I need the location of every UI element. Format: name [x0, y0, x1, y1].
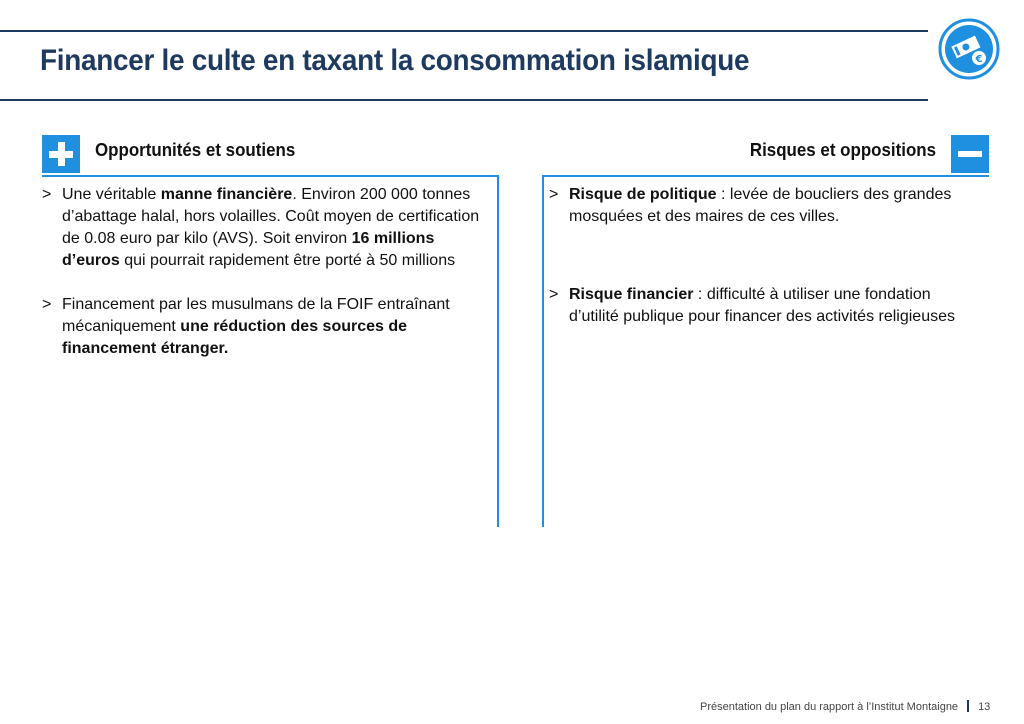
svg-text:€: € — [975, 54, 983, 65]
bullet-bold-text: 16 millions d’euros — [62, 230, 435, 269]
bullet-text: : difficulté à utiliser une fondation d’utilité publique pour financer des activités religieuses — [569, 286, 955, 325]
plus-icon — [42, 135, 80, 173]
right-column-top-border — [542, 175, 989, 177]
left-column-top-border — [42, 175, 499, 177]
list-item — [549, 184, 974, 228]
risks-header: Risques et oppositions — [749, 140, 936, 160]
minus-icon — [951, 135, 989, 173]
bullet-text: qui pourrait rapidement être porté à 50 millions — [119, 252, 456, 269]
right-column-left-border — [542, 175, 544, 527]
bullet-bold-text: Risque de politique — [569, 186, 717, 203]
list-item — [42, 294, 492, 360]
bullet-text: Une véritable — [62, 186, 161, 203]
title-bottom-rule — [0, 99, 928, 101]
bullet-bold-text: une réduction des sources de financement étranger. — [62, 318, 408, 357]
bullet-bold-text: manne financière — [160, 186, 293, 203]
footer — [700, 700, 990, 713]
footer-text: Présentation du plan du rapport à l’Institut Montaigne — [700, 701, 959, 713]
list-item — [42, 184, 492, 272]
money-euro-icon — [938, 18, 1000, 80]
footer-separator — [967, 700, 969, 712]
bullet-text: Financement par les musulmans de la FOIF entraînant mécaniquement — [62, 296, 450, 335]
list-item — [549, 284, 974, 328]
risks-list — [549, 184, 974, 328]
slide-title: Financer le culte en taxant la consommation islamique — [40, 44, 750, 77]
page-number: 13 — [978, 701, 991, 713]
opportunities-list — [42, 184, 492, 360]
bullet-text: . Environ 200 000 tonnes d’abattage halal, hors volailles. Coût moyen de certification de 0.08 euro par kilo (AVS). Soit environ — [62, 186, 480, 247]
left-column-right-border — [497, 175, 499, 527]
opportunities-header: Opportunités et soutiens — [95, 140, 296, 160]
title-top-rule — [0, 30, 928, 32]
bullet-text: : levée de boucliers des grandes mosquées et des maires de ces villes. — [569, 186, 952, 225]
bullet-bold-text: Risque financier — [569, 286, 694, 303]
